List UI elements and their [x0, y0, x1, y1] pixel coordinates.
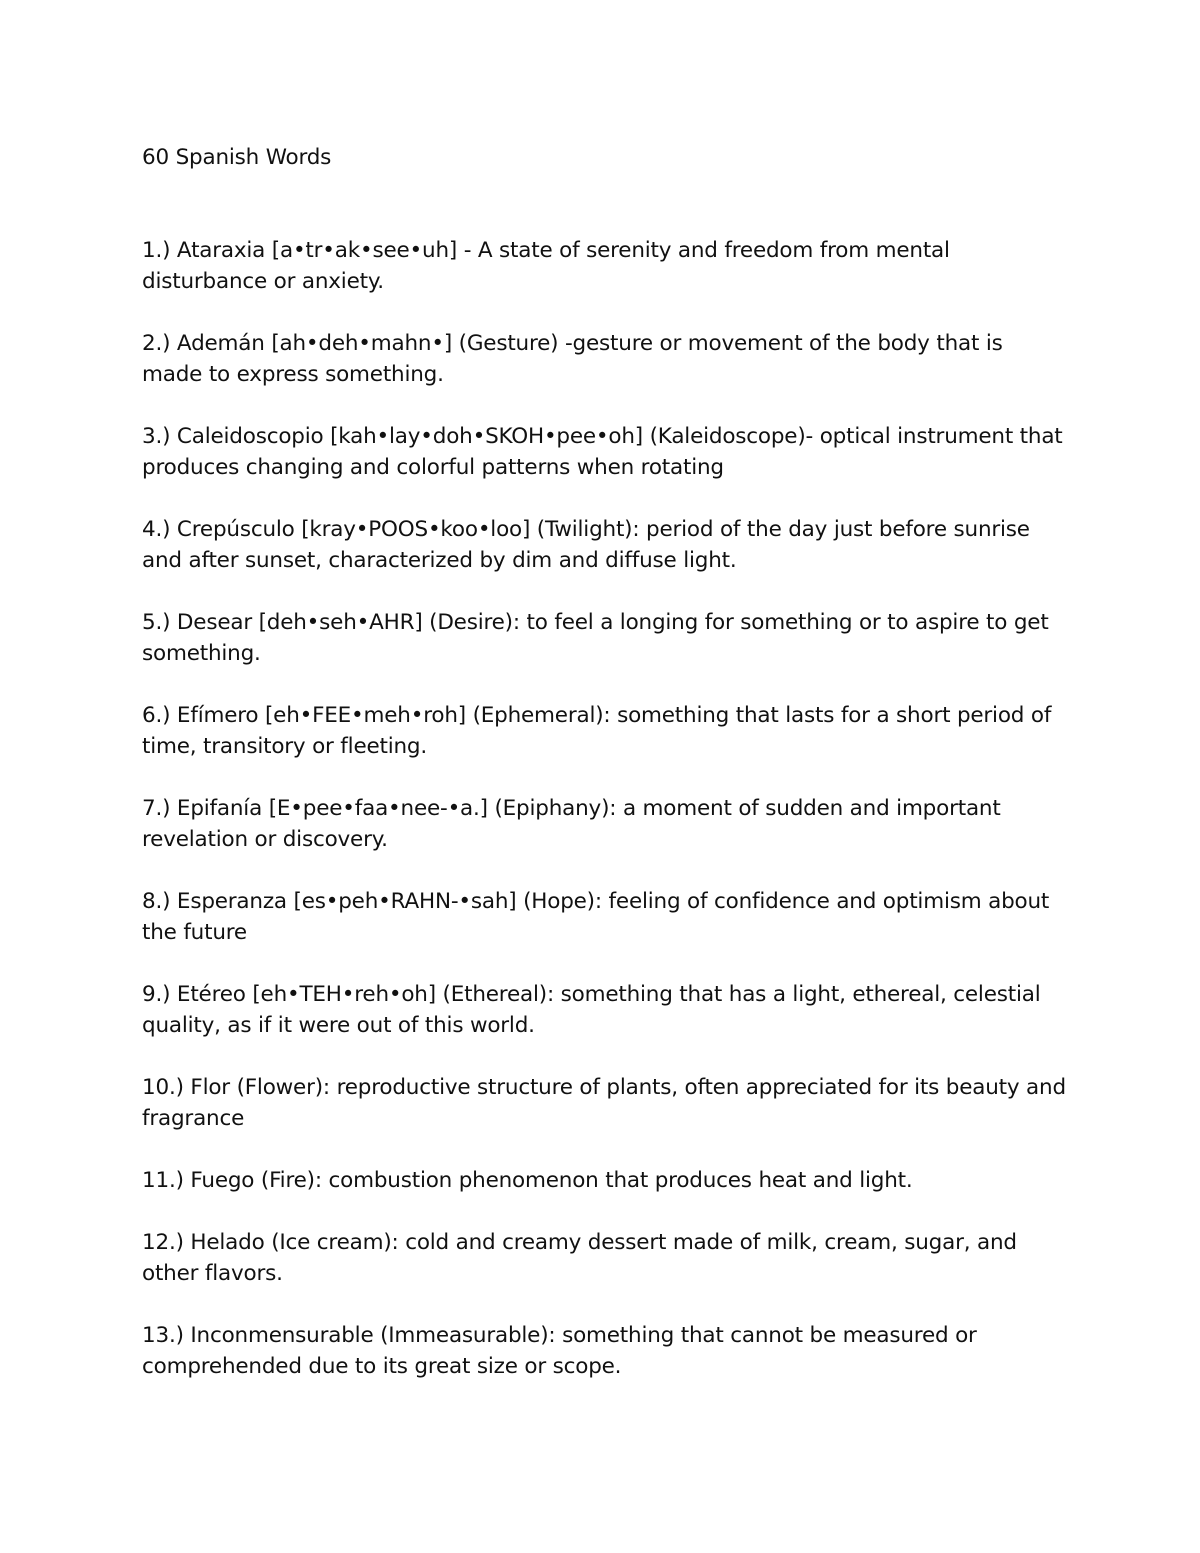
- word-entry-13: 13.) Inconmensurable (Immeasurable): something that cannot be measured or comprehended due to its great size or scope.: [142, 1323, 977, 1379]
- word-entry-8: 8.) Esperanza [es•peh•RAHN-•sah] (Hope): feeling of confidence and optimism about the future: [142, 889, 1050, 945]
- word-entry-9: 9.) Etéreo [eh•TEH•reh•oh] (Ethereal): something that has a light, ethereal, celestial quality, as if it were out of this world.: [142, 982, 1041, 1038]
- word-entry-5: 5.) Desear [deh•seh•AHR] (Desire): to feel a longing for something or to aspire to get something.: [142, 610, 1049, 666]
- word-entry-2: 2.) Ademán [ah•deh•mahn•] (Gesture) -gesture or movement of the body that is made to express something.: [142, 331, 1003, 387]
- word-entry-7: 7.) Epifanía [E•pee•faa•nee-•a.] (Epiphany): a moment of sudden and important revelation or discovery.: [142, 796, 1001, 852]
- word-entry-3: 3.) Caleidoscopio [kah•lay•doh•SKOH•pee•oh] (Kaleidoscope)- optical instrument that produces changing and colorful patterns when rotating: [142, 424, 1063, 480]
- word-entry-10: 10.) Flor (Flower): reproductive structure of plants, often appreciated for its beauty and fragrance: [142, 1075, 1066, 1131]
- word-entry-4: 4.) Crepúsculo [kray•POOS•koo•loo] (Twilight): period of the day just before sunrise and after sunset, characterized by dim and diffuse light.: [142, 517, 1030, 573]
- document-title: 60 Spanish Words: [142, 145, 332, 170]
- word-entry-1: 1.) Ataraxia [a•tr•ak•see•uh] - A state of serenity and freedom from mental disturbance or anxiety.: [142, 238, 950, 294]
- word-entry-12: 12.) Helado (Ice cream): cold and creamy dessert made of milk, cream, sugar, and other flavors.: [142, 1230, 1017, 1286]
- word-entry-11: 11.) Fuego (Fire): combustion phenomenon that produces heat and light.: [142, 1168, 913, 1193]
- document-body: [142, 142, 1067, 1413]
- word-entry-6: 6.) Efímero [eh•FEE•meh•roh] (Ephemeral): something that lasts for a short period of time, transitory or fleeting.: [142, 703, 1052, 759]
